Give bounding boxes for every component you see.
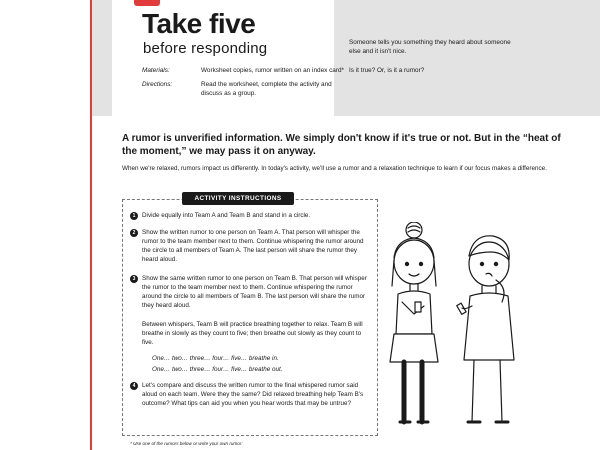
breathing-note: Between whispers, Team B will practice breathing together to relax. Team B will breathe in slowly as they count to five; then breathe out slowly as they count to five. — [142, 321, 363, 346]
materials-value: Worksheet copies, rumor written on an index card* — [201, 67, 345, 74]
step-text-4: Let's compare and discuss the written rumor to the final whispered rumor said aloud on each team. Were they the same? Did relaxed breathing help Team B's outcome? What tips can aid you when you hear words that may be untrue? — [142, 382, 364, 407]
footnote: * Use one of the rumors below or write your own rumor: — [130, 441, 243, 446]
scenario-question: Is it true? Or, is it a rumor? — [349, 67, 425, 74]
intro-headline: A rumor is unverified information. We simply don't know if it's true or not. But in the “heat of the moment,” we may pass it on anyway. — [122, 133, 561, 157]
directions-label: Directions: — [142, 81, 173, 88]
breathe-out-chant: One… two… three… four… five… breathe out. — [152, 366, 283, 373]
step-text-2: Show the written rumor to one person on Team A. That person will whisper the rumor to the team member next to them. Continue whispering the rumor around the circle to all members of Team A. The last person will share the rumor they heard aloud. — [142, 229, 364, 263]
instructions-label: ACTIVITY INSTRUCTIONS — [182, 192, 294, 205]
step-number-4: 4 — [130, 382, 138, 390]
breathe-in-chant: One… two… three… four… five… breathe in. — [152, 355, 279, 362]
step-number-1: 1 — [130, 212, 138, 220]
step-number-3: 3 — [130, 275, 138, 283]
worksheet-page — [90, 0, 600, 450]
step-text-1: Divide equally into Team A and Team B and stand in a circle. — [142, 212, 311, 219]
whispering-kids-illustration — [374, 222, 534, 442]
scenario-prompt: Someone tells you something they heard about someone else and it isn't nice. — [349, 39, 511, 55]
step-number-2: 2 — [130, 229, 138, 237]
header-accent-tab — [134, 0, 160, 6]
step-text-3: Show the same written rumor to one person on Team B. That person will whisper the rumor to the team member next to them. Continue whispering the rumor around the circle to all members of Team B. The last person will share the rumor they heard aloud. — [142, 275, 367, 309]
title-card — [112, 0, 345, 116]
page-subtitle: before responding — [143, 40, 268, 57]
directions-value: Read the worksheet, complete the activity and discuss as a group. — [201, 81, 332, 97]
intro-body: When we're relaxed, rumors impact us differently. In today's activity, we'll use a rumor and a relaxation technique to learn if our focus makes a difference. — [122, 165, 547, 172]
page-title: Take five — [142, 8, 256, 39]
materials-label: Materials: — [142, 67, 170, 74]
